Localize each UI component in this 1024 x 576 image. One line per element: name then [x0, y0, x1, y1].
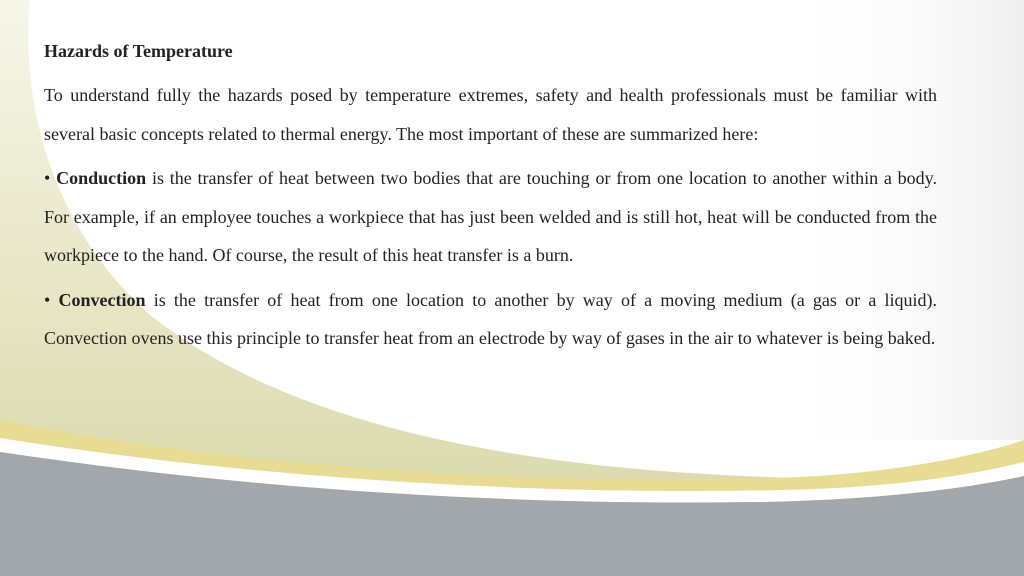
- intro-paragraph: To understand fully the hazards posed by temperature extremes, safety and health professionals must be familiar with several basic concepts related to thermal energy. The most important of these are summarized here:: [44, 85, 937, 144]
- bullet-text-conduction: is the transfer of heat between two bodies that are touching or from one location to another within a body. For example, if an employee touches a workpiece that has just been welded and is still hot, heat will be conducted from the workpiece to the hand. Of course, the result of this heat transfer is a burn.: [44, 168, 938, 265]
- bullet-marker: •: [44, 289, 51, 310]
- term-conduction: Conduction: [56, 168, 147, 188]
- bullet-conduction: [44, 159, 937, 275]
- slide-title: Hazards of Temperature: [44, 41, 233, 61]
- bullet-text-convection: is the transfer of heat from one location to another by way of a moving medium (a gas or a liquid). Convection ovens use this principle to transfer heat from an electrode by way of gases in the air to whatever is being baked.: [44, 289, 938, 348]
- bullet-marker: •: [44, 168, 51, 188]
- text-content: [44, 34, 937, 364]
- bullet-convection: [44, 281, 937, 358]
- term-convection: Convection: [58, 289, 146, 310]
